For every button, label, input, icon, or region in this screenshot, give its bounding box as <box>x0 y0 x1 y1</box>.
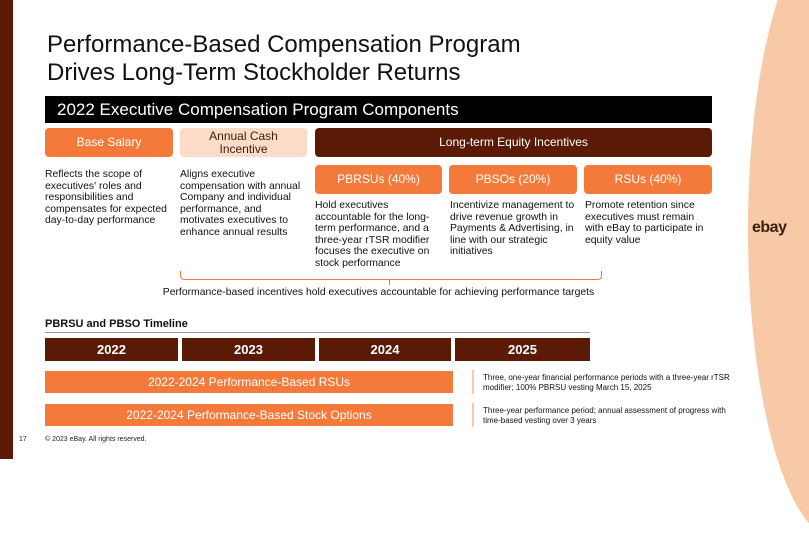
annual-cash-header: Annual Cash Incentive <box>180 128 307 157</box>
base-salary-description: Reflects the scope of executives' roles and responsibilities and compensates for expected day-to-day performance <box>45 169 167 227</box>
pbrsu-description: Hold executives accountable for the long-term performance, and a three-year rTSR modifier focuses the executive on stock performance <box>315 200 430 269</box>
pbso-timeline-note: Three-year performance period; annual assessment of progress with time-based vesting over 3 years <box>483 406 726 425</box>
slide-title-line-2: Drives Long-Term Stockholder Returns <box>47 59 461 86</box>
pbrsu-timeline-bar: 2022-2024 Performance-Based RSUs <box>45 371 453 393</box>
pbso-timeline-marker <box>472 403 474 427</box>
annual-cash-description: Aligns executive compensation with annual Company and individual performance, and motivates executives to enhance annual results <box>180 169 301 238</box>
timeline-title: PBRSU and PBSO Timeline <box>45 318 188 330</box>
base-salary-header: Base Salary <box>45 128 173 157</box>
year-2025: 2025 <box>455 338 590 361</box>
decorative-arc <box>748 0 809 540</box>
year-2023: 2023 <box>182 338 315 361</box>
year-2024: 2024 <box>319 338 451 361</box>
slide-title <box>47 31 521 87</box>
left-accent-bar <box>0 0 13 459</box>
slide-title-line-1: Performance-Based Compensation Program <box>47 31 521 58</box>
pbrsu-timeline-marker <box>472 370 474 394</box>
performance-bracket-tick <box>389 279 390 285</box>
page-number: 17 <box>19 436 27 443</box>
pbso-description: Incentivize management to drive revenue growth in Payments & Advertising, in line with our strategic initiatives <box>450 200 575 258</box>
timeline-divider <box>45 332 590 333</box>
ebay-logo: ebay <box>752 219 787 236</box>
pbrsu-timeline-note: Three, one-year financial performance periods with a three-year rTSR modifier; 100% PBRSU vesting March 15, 2025 <box>483 373 730 392</box>
performance-bracket <box>180 271 602 280</box>
rsu-header: RSUs (40%) <box>584 165 712 194</box>
long-term-equity-header: Long-term Equity Incentives <box>315 128 712 157</box>
section-header: 2022 Executive Compensation Program Components <box>45 96 712 123</box>
bracket-note: Performance-based incentives hold executives accountable for achieving performance targets <box>162 287 595 298</box>
year-2022: 2022 <box>45 338 178 361</box>
pbso-timeline-bar: 2022-2024 Performance-Based Stock Options <box>45 404 453 426</box>
pbso-header: PBSOs (20%) <box>449 165 577 194</box>
pbrsu-header: PBRSUs (40%) <box>315 165 442 194</box>
rsu-description: Promote retention since executives must remain with eBay to participate in equity value <box>585 200 704 246</box>
copyright: © 2023 eBay. All rights reserved. <box>45 436 147 443</box>
